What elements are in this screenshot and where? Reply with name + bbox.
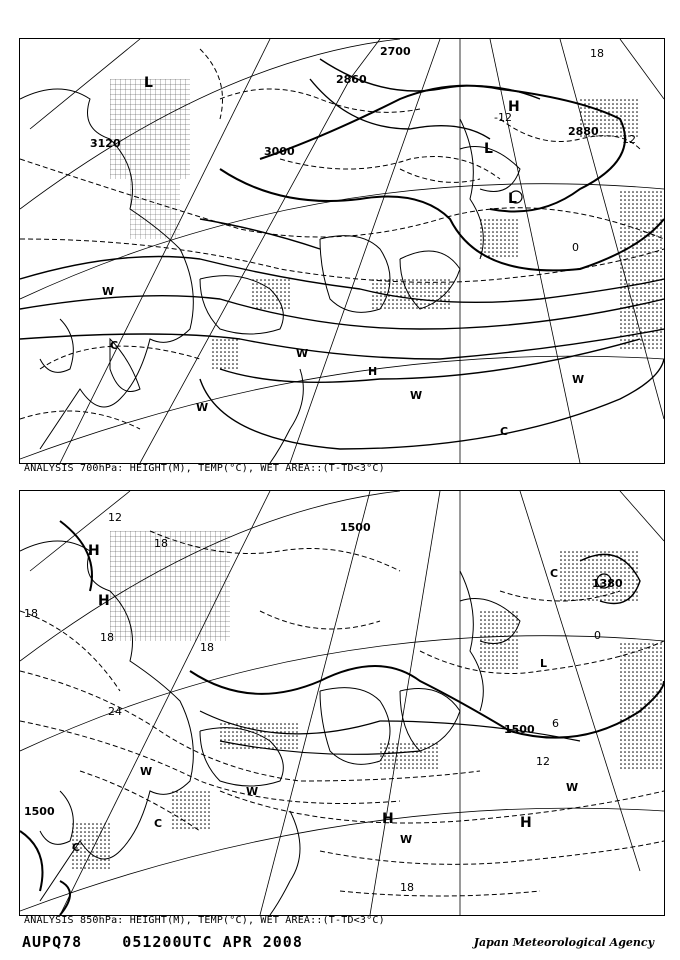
height-label: 2700 <box>380 45 411 58</box>
agency-name: Japan Meteorological Agency <box>473 936 654 949</box>
high-center: H <box>88 543 100 559</box>
height-label: 3000 <box>264 145 295 158</box>
low-center: L <box>508 191 517 207</box>
warm-center: W <box>196 401 209 414</box>
warm-center: W <box>246 785 259 798</box>
temp-label: 0 <box>572 241 579 254</box>
warm-center: W <box>140 765 153 778</box>
caption-850hpa: ANALYSIS 850hPa: HEIGHT(M), TEMP(°C), WET AREA::(T-TD<3°C) <box>24 915 385 926</box>
warm-center: W <box>410 389 423 402</box>
temp-label: 18 <box>400 881 414 894</box>
temp-label: 18 <box>100 631 114 644</box>
temp-label: 18 <box>590 47 604 60</box>
temp-label: -12 <box>494 111 512 124</box>
height-label: 2880 <box>568 125 599 138</box>
warm-center: W <box>566 781 579 794</box>
temp-label: 12 <box>536 755 550 768</box>
cold-center: C <box>72 841 81 854</box>
high-center: H <box>368 365 378 378</box>
map-850hpa <box>20 491 664 915</box>
height-label: 1500 <box>340 521 371 534</box>
temp-label: 24 <box>108 705 122 718</box>
height-label: 1500 <box>24 805 55 818</box>
wet-areas <box>110 79 664 369</box>
warm-center: W <box>102 285 115 298</box>
low-center: L <box>144 75 153 91</box>
map-panel-850hpa <box>19 490 665 916</box>
cold-center: C <box>500 425 509 438</box>
temp-label: 6 <box>552 717 559 730</box>
height-label: 1500 <box>504 723 535 736</box>
low-center: L <box>484 141 493 157</box>
high-center: H <box>508 99 520 115</box>
cold-center: C <box>550 567 559 580</box>
height-label: 2860 <box>336 73 367 86</box>
warm-center: W <box>296 347 309 360</box>
high-center: H <box>382 811 394 827</box>
cold-center: C <box>154 817 163 830</box>
high-center: H <box>520 815 532 831</box>
caption-700hpa: ANALYSIS 700hPa: HEIGHT(M), TEMP(°C), WET AREA::(T-TD<3°C) <box>24 463 385 474</box>
temp-label: 12 <box>622 133 636 146</box>
temp-label: 18 <box>24 607 38 620</box>
temp-label: 18 <box>200 641 214 654</box>
temp-label: 18 <box>154 537 168 550</box>
temp-label: 12 <box>108 511 122 524</box>
warm-center: W <box>572 373 585 386</box>
bulletin-header: AUPQ78 051200UTC APR 2008 <box>22 933 303 951</box>
cold-center: C <box>110 339 119 352</box>
high-center: H <box>98 593 110 609</box>
map-panel-700hpa <box>19 38 665 464</box>
low-center: L <box>540 657 548 670</box>
warm-center: W <box>400 833 413 846</box>
map-700hpa <box>20 39 664 463</box>
height-label: 1380 <box>592 577 623 590</box>
temp-label: 0 <box>594 629 601 642</box>
height-label: 3120 <box>90 137 121 150</box>
